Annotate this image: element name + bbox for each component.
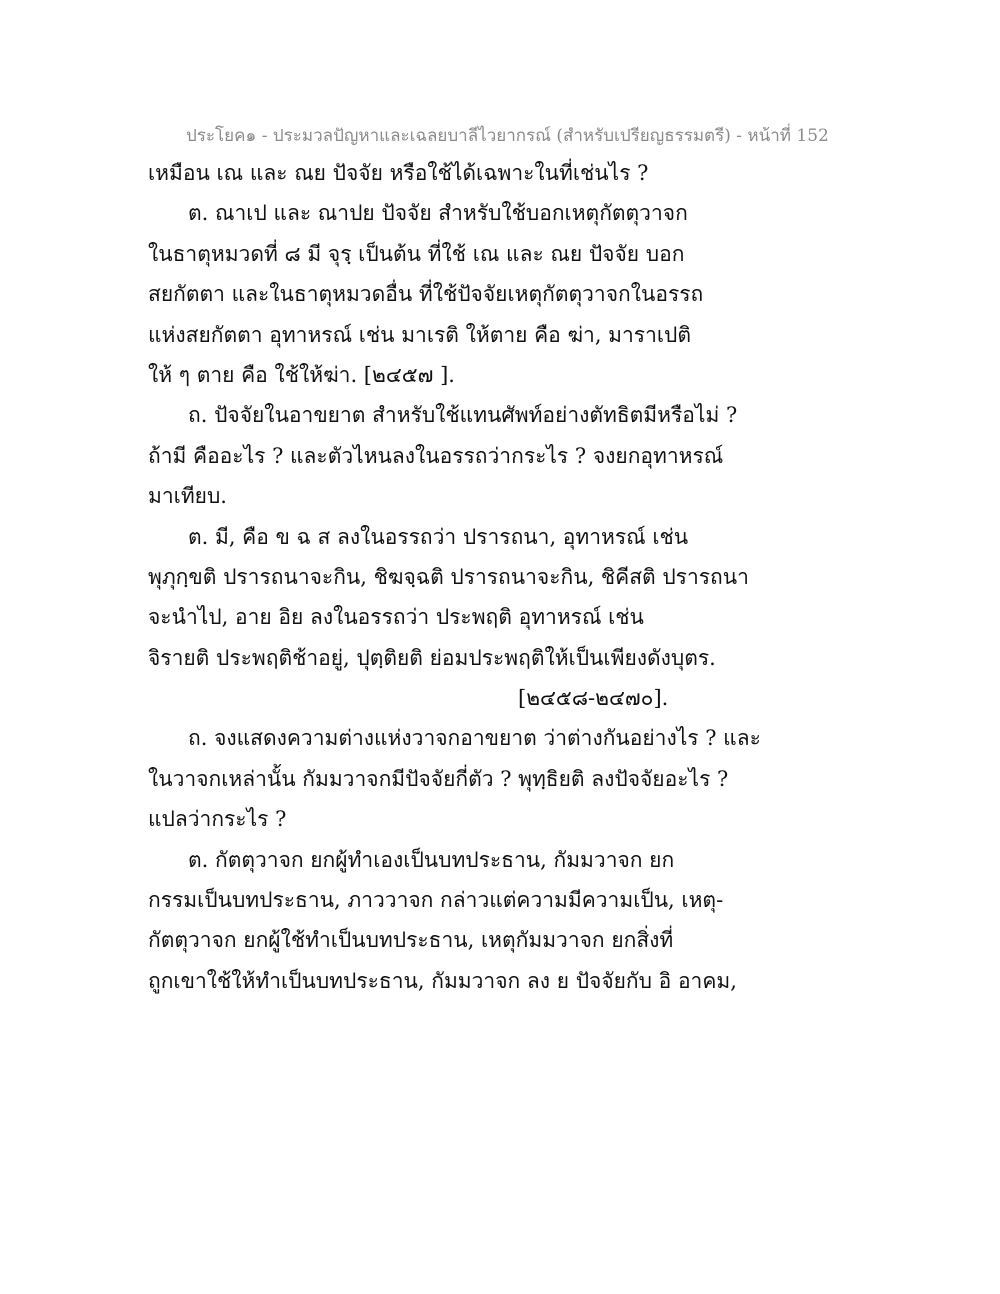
text-line: พุภุกฺขติ ปรารถนาจะกิน, ชิฆจฺฉติ ปรารถนาจะกิน, ชิคีสติ ปรารถนา xyxy=(148,564,749,589)
body-text xyxy=(148,160,868,1008)
text-line: ถ. ปัจจัยในอาขยาต สำหรับใช้แทนศัพท์อย่างตัทธิตมีหรือไม่ ? xyxy=(188,403,738,428)
text-line: ถูกเขาใช้ให้ทำเป็นบทประธาน, กัมมวาจก ลง ย ปัจจัยกับ อิ อาคม, xyxy=(148,968,737,993)
text-line: ให้ ๆ ตาย คือ ใช้ให้ฆ่า. [๒๔๕๗ ]. xyxy=(148,362,455,387)
page-header: ประโยค๑ - ประมวลปัญหาและเฉลยบาลีไวยากรณ์ (สำหรับเปรียญธรรมตรี) - หน้าที่ 152 xyxy=(186,126,829,146)
reference-note: [๒๔๕๘-๒๔๗๐]. xyxy=(518,686,669,711)
text-line: ต. ณาเป และ ณาปย ปัจจัย สำหรับใช้บอกเหตุกัตตุวาจก xyxy=(188,201,688,226)
text-line: ถ้ามี คืออะไร ? และตัวไหนลงในอรรถว่ากระไร ? จงยกอุทาหรณ์ xyxy=(148,443,724,468)
text-line: ในวาจกเหล่านั้น กัมมวาจกมีปัจจัยกี่ตัว ? พุทฺธิยติ ลงปัจจัยอะไร ? xyxy=(148,766,729,791)
text-line: ต. กัตตุวาจก ยกผู้ทำเองเป็นบทประธาน, กัมมวาจก ยก xyxy=(188,847,675,872)
text-line: กัตตุวาจก ยกผู้ใช้ทำเป็นบทประธาน, เหตุกัมมวาจก ยกสิ่งที่ xyxy=(148,928,674,953)
text-line: ในธาตุหมวดที่ ๘ มี จุรฺ เป็นต้น ที่ใช้ เณ และ ณย ปัจจัย บอก xyxy=(148,241,685,266)
text-line: มาเทียบ. xyxy=(148,484,227,509)
text-line: แปลว่ากระไร ? xyxy=(148,807,287,832)
text-line: ต. มี, คือ ข ฉ ส ลงในอรรถว่า ปรารถนา, อุทาหรณ์ เช่น xyxy=(188,524,689,549)
text-line: กรรมเป็นบทประธาน, ภาววาจก กล่าวแต่ความมีความเป็น, เหตุ- xyxy=(148,888,724,913)
text-line: จะนำไป, อาย อิย ลงในอรรถว่า ประพฤติ อุทาหรณ์ เช่น xyxy=(148,605,644,630)
text-line: แห่งสยกัตตา อุทาหรณ์ เช่น มาเรติ ให้ตาย คือ ฆ่า, มาราเปติ xyxy=(148,322,692,347)
text-line: เหมือน เณ และ ณย ปัจจัย หรือใช้ได้เฉพาะในที่เช่นไร ? xyxy=(148,161,649,185)
text-line: ถ. จงแสดงความต่างแห่งวาจกอาขยาต ว่าต่างกันอย่างไร ? และ xyxy=(188,726,761,751)
text-line: สยกัตตา และในธาตุหมวดอื่น ที่ใช้ปัจจัยเหตุกัตตุวาจกในอรรถ xyxy=(148,282,704,307)
text-line: จิรายติ ประพฤติช้าอยู่, ปุตฺติยติ ย่อมประพฤติให้เป็นเพียงดังบุตร. xyxy=(148,645,716,670)
